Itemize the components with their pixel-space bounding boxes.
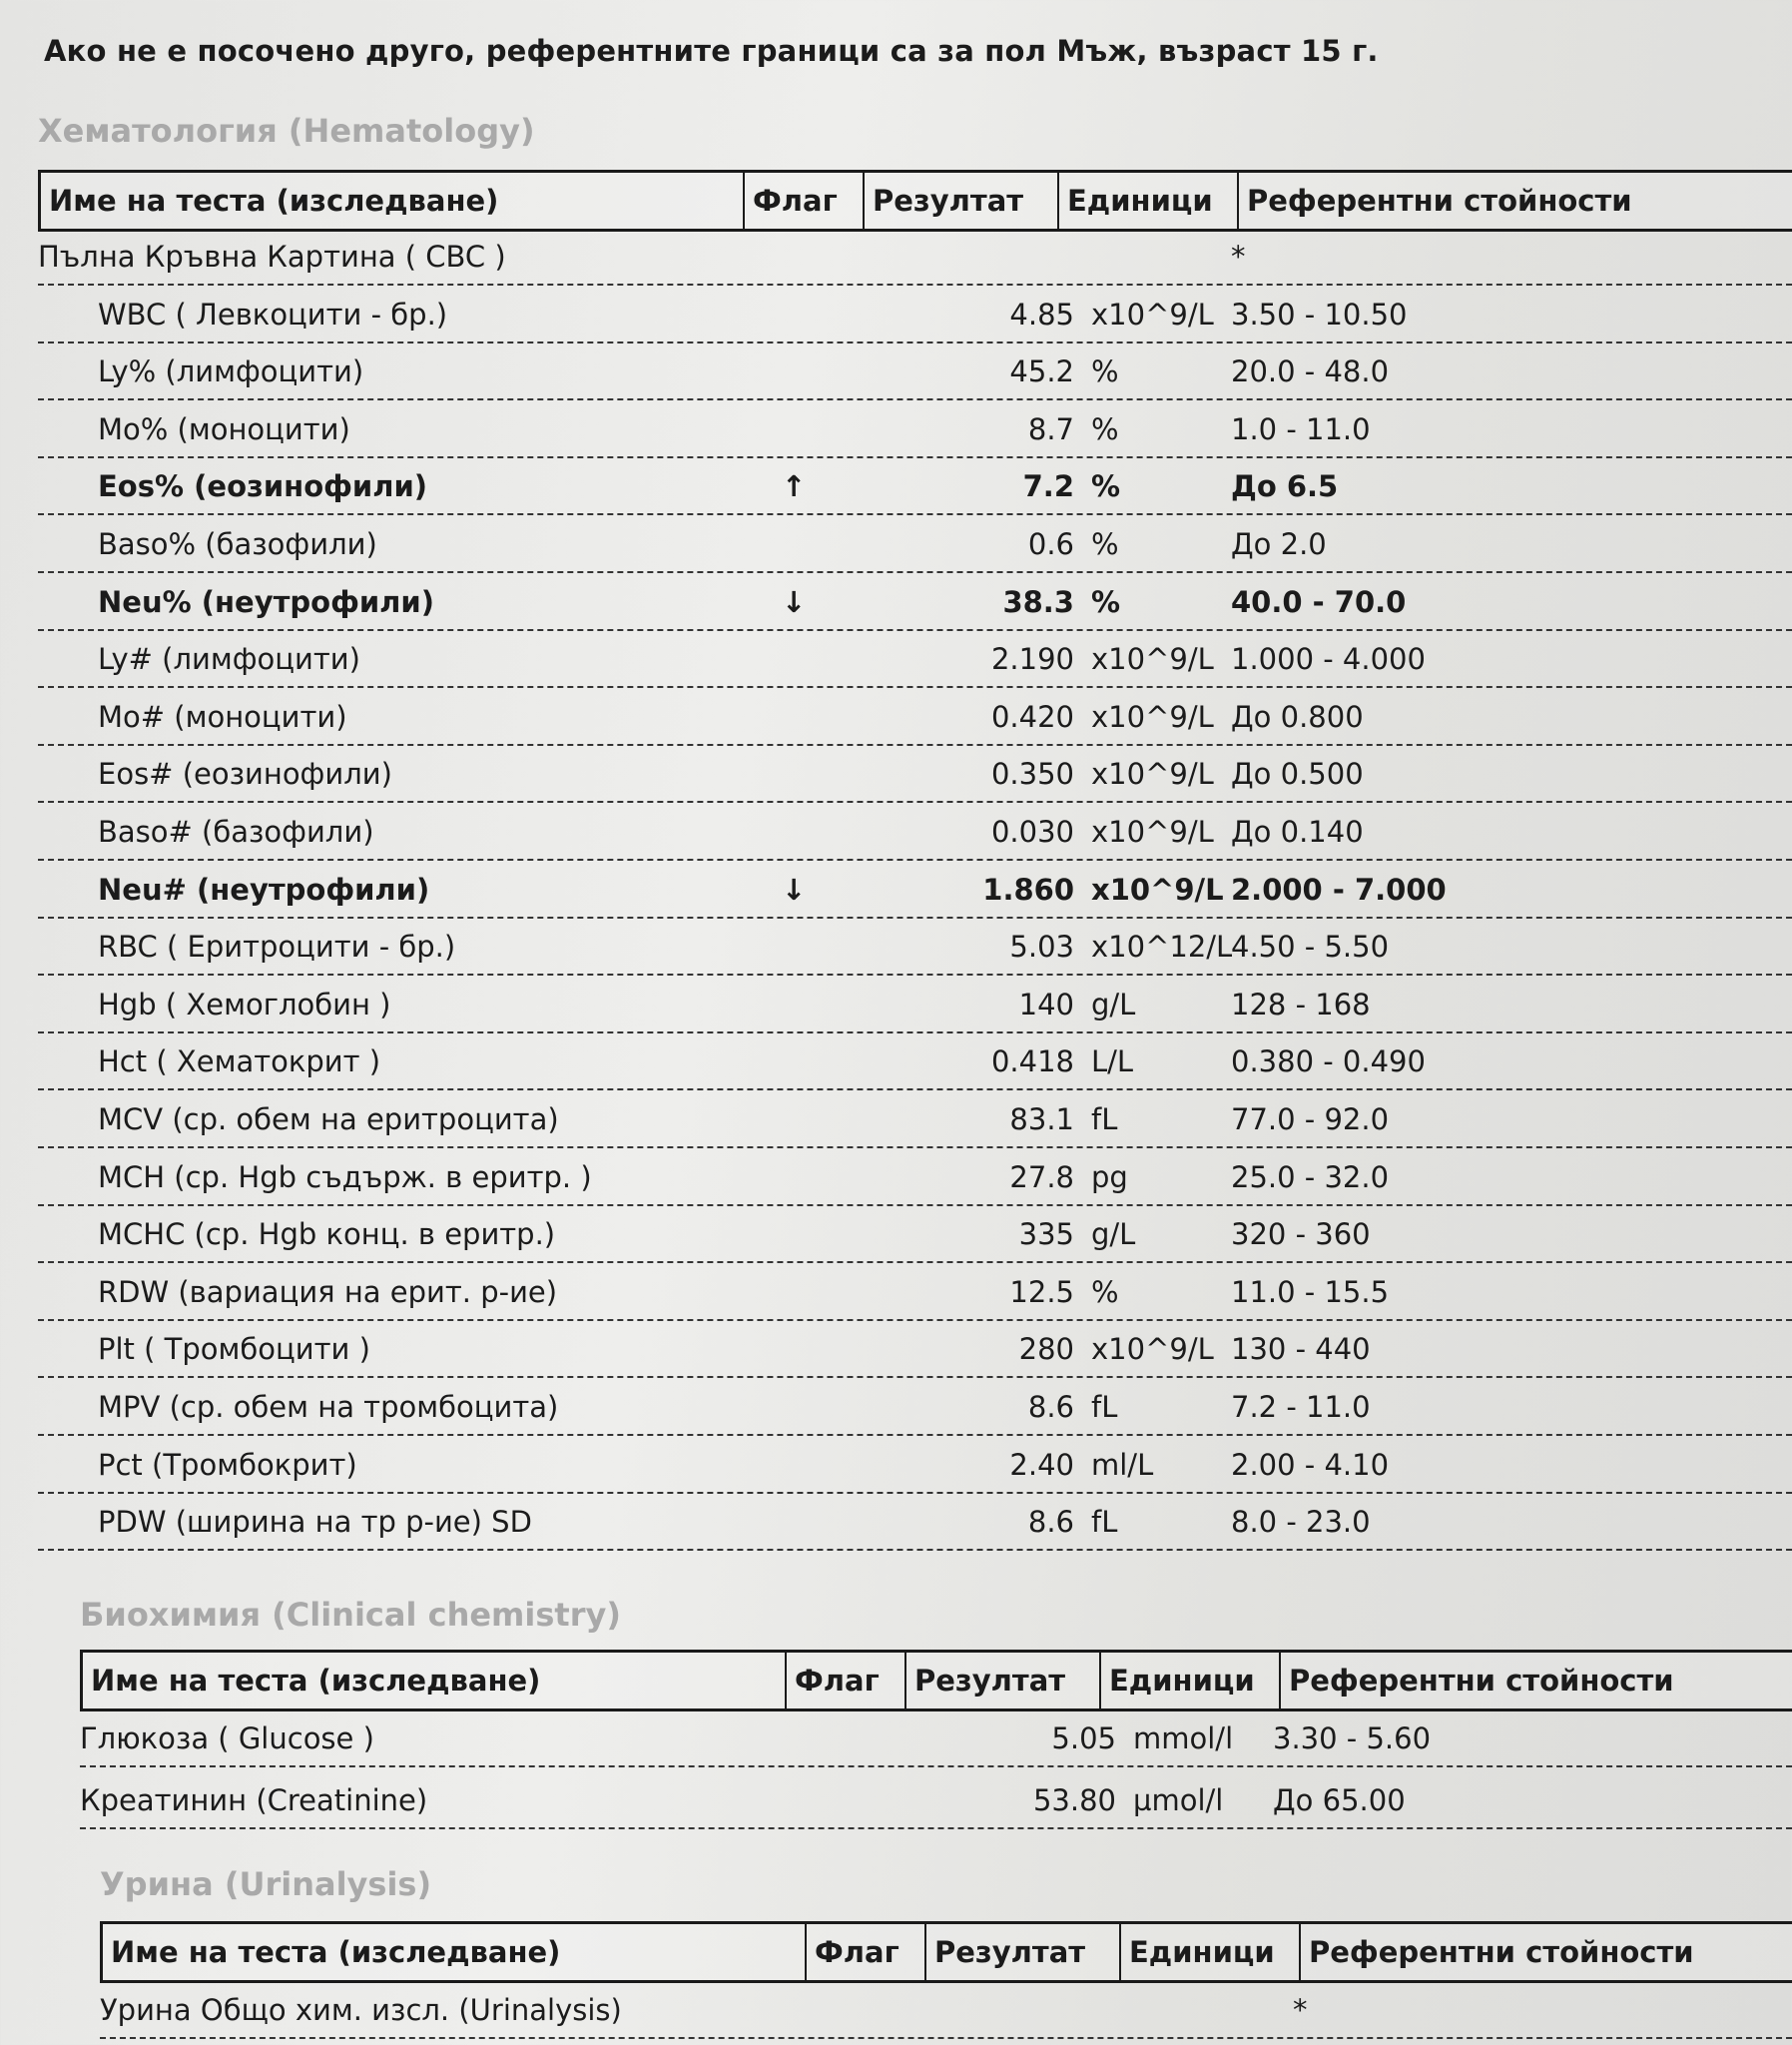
cell-name: RDW (вариация на ерит. р-ие) <box>98 1274 558 1309</box>
cell-ref: До 0.500 <box>1231 757 1364 792</box>
column-header-flag: Флаг <box>745 173 865 229</box>
cell-units: mmol/l <box>1133 1721 1234 1755</box>
cell-units: g/L <box>1091 1217 1136 1252</box>
cell-name: PDW (ширина на тр р-ие) SD <box>98 1505 532 1540</box>
cell-result: 7.2 <box>1022 469 1074 504</box>
column-header-name: Име на теста (изследване) <box>83 1653 787 1708</box>
cell-result: 335 <box>1018 1217 1074 1252</box>
cell-result: 5.05 <box>1051 1721 1116 1755</box>
table-row <box>80 1709 1792 1767</box>
cell-ref: 1.000 - 4.000 <box>1231 642 1426 677</box>
table-row <box>38 400 1792 458</box>
table-row <box>38 457 1792 515</box>
table-row <box>38 515 1792 573</box>
cell-ref: До 0.800 <box>1231 699 1364 734</box>
table-header <box>100 1921 1792 1983</box>
cell-ref: 3.50 - 10.50 <box>1231 297 1408 332</box>
cell-units: % <box>1091 1274 1119 1309</box>
cell-units: L/L <box>1091 1044 1134 1079</box>
cell-result: 0.6 <box>1027 527 1074 561</box>
cell-ref: До 0.140 <box>1231 815 1364 849</box>
reference-notice: Ако не е посочено друго, референтните граници са за пол Мъж, възраст 15 г. <box>44 34 1379 68</box>
cell-units: x10^9/L <box>1091 699 1214 734</box>
cell-name: Mo# (моноцити) <box>98 699 347 734</box>
cell-ref: 0.380 - 0.490 <box>1231 1044 1426 1079</box>
table-row <box>38 918 1792 976</box>
cell-ref: 40.0 - 70.0 <box>1231 584 1407 619</box>
table-row <box>38 976 1792 1033</box>
cell-units: fL <box>1091 1102 1118 1136</box>
cell-result: 5.03 <box>1009 930 1074 965</box>
cell-units: x10^9/L <box>1091 757 1214 792</box>
cell-name: Eos% (еозинофили) <box>98 469 428 504</box>
table-row <box>38 342 1792 400</box>
table-row <box>80 1771 1792 1829</box>
cell-name: Пълна Кръвна Картина ( CBC ) <box>38 240 506 274</box>
column-header-result: Резултат <box>906 1653 1101 1708</box>
column-header-result: Резултат <box>865 173 1059 229</box>
cell-name: Mo% (моноцити) <box>98 411 350 446</box>
column-header-units: Единици <box>1059 173 1239 229</box>
cell-ref: * <box>1293 1993 1308 2027</box>
cell-result: 280 <box>1018 1332 1074 1367</box>
table-header <box>38 170 1792 232</box>
table-row <box>38 1320 1792 1378</box>
cell-ref: 320 - 360 <box>1231 1217 1371 1252</box>
cell-name: MCHC (ср. Hgb конц. в еритр.) <box>98 1217 556 1252</box>
cell-ref: * <box>1231 240 1246 274</box>
cell-flag: ↑ <box>782 469 807 504</box>
cell-result: 0.030 <box>990 815 1074 849</box>
cell-name: Hct ( Хематокрит ) <box>98 1044 381 1079</box>
column-header-flag: Флаг <box>787 1653 906 1708</box>
cell-ref: 8.0 - 23.0 <box>1231 1505 1371 1540</box>
section-title: Хематология (Hematology) <box>38 112 535 150</box>
cell-result: 0.418 <box>990 1044 1074 1079</box>
cell-flag: ↓ <box>782 872 807 907</box>
cell-units: µmol/l <box>1133 1783 1224 1817</box>
cell-result: 140 <box>1018 987 1074 1022</box>
cell-ref: До 6.5 <box>1231 469 1339 504</box>
table-row <box>38 1493 1792 1551</box>
cell-ref: 25.0 - 32.0 <box>1231 1159 1390 1194</box>
cell-units: x10^9/L <box>1091 642 1214 677</box>
column-header-name: Име на теста (изследване) <box>41 173 745 229</box>
cell-name: Neu% (неутрофили) <box>98 584 434 619</box>
table-header <box>80 1650 1792 1711</box>
table-row <box>38 286 1792 343</box>
cell-name: Neu# (неутрофили) <box>98 872 430 907</box>
cell-result: 53.80 <box>1032 1783 1116 1817</box>
cell-ref: 128 - 168 <box>1231 987 1371 1022</box>
cell-ref: 130 - 440 <box>1231 1332 1371 1367</box>
table-row <box>38 1263 1792 1321</box>
cell-flag: ↓ <box>782 584 807 619</box>
section-title: Биохимия (Clinical chemistry) <box>80 1596 621 1634</box>
cell-result: 8.6 <box>1027 1390 1074 1424</box>
cell-name: Ly% (лимфоцити) <box>98 354 364 389</box>
cell-units: % <box>1091 584 1121 619</box>
cell-units: fL <box>1091 1390 1118 1424</box>
table-row <box>38 688 1792 746</box>
cell-name: WBC ( Левкоцити - бр.) <box>98 297 448 332</box>
column-header-units: Единици <box>1101 1653 1281 1708</box>
cell-ref: 20.0 - 48.0 <box>1231 354 1390 389</box>
cell-ref: До 2.0 <box>1231 527 1327 561</box>
cell-name: Plt ( Тромбоцити ) <box>98 1332 370 1367</box>
cell-units: pg <box>1091 1159 1128 1194</box>
cell-result: 2.40 <box>1009 1447 1074 1482</box>
cell-units: x10^12/L <box>1091 930 1233 965</box>
table-row <box>38 745 1792 803</box>
cell-ref: 2.000 - 7.000 <box>1231 872 1447 907</box>
cell-result: 1.860 <box>982 872 1074 907</box>
cell-units: g/L <box>1091 987 1136 1022</box>
cell-ref: 7.2 - 11.0 <box>1231 1390 1371 1424</box>
cell-name: RBC ( Еритроцити - бр.) <box>98 930 456 965</box>
cell-ref: 3.30 - 5.60 <box>1273 1721 1432 1755</box>
column-header-ref: Референтни стойности <box>1309 1935 1694 1969</box>
cell-units: % <box>1091 411 1119 446</box>
cell-name: Pct (Тромбокрит) <box>98 1447 357 1482</box>
cell-result: 38.3 <box>1002 584 1074 619</box>
table-row <box>38 1148 1792 1206</box>
cell-result: 4.85 <box>1009 297 1074 332</box>
cell-name: Глюкоза ( Glucose ) <box>80 1721 374 1755</box>
table-row <box>38 573 1792 631</box>
cell-units: % <box>1091 469 1121 504</box>
cell-ref: 11.0 - 15.5 <box>1231 1274 1390 1309</box>
cell-ref: 4.50 - 5.50 <box>1231 930 1390 965</box>
cell-units: fL <box>1091 1505 1118 1540</box>
cell-units: % <box>1091 527 1119 561</box>
cell-name: MPV (ср. обем на тромбоцита) <box>98 1390 559 1424</box>
cell-units: x10^9/L <box>1091 872 1224 907</box>
cell-name: Креатинин (Creatinine) <box>80 1783 428 1817</box>
section-title: Урина (Urinalysis) <box>100 1865 432 1903</box>
cell-ref: 77.0 - 92.0 <box>1231 1102 1390 1136</box>
cell-name: MCV (ср. обем на еритроцита) <box>98 1102 559 1136</box>
cell-result: 83.1 <box>1009 1102 1074 1136</box>
column-header-ref: Референтни стойности <box>1247 184 1632 218</box>
table-row <box>38 1205 1792 1263</box>
table-row <box>38 1090 1792 1148</box>
column-header-ref: Референтни стойности <box>1289 1664 1674 1698</box>
cell-units: % <box>1091 354 1119 389</box>
cell-ref: 2.00 - 4.10 <box>1231 1447 1390 1482</box>
table-row <box>38 1436 1792 1494</box>
cell-result: 2.190 <box>990 642 1074 677</box>
cell-result: 8.7 <box>1027 411 1074 446</box>
cell-units: x10^9/L <box>1091 297 1214 332</box>
column-header-name: Име на теста (изследване) <box>103 1924 807 1980</box>
cell-ref: 1.0 - 11.0 <box>1231 411 1371 446</box>
cell-result: 45.2 <box>1009 354 1074 389</box>
cell-name: Урина Общо хим. изсл. (Urinalysis) <box>100 1993 622 2027</box>
cell-units: x10^9/L <box>1091 1332 1214 1367</box>
cell-result: 8.6 <box>1027 1505 1074 1540</box>
table-row <box>100 1981 1792 2039</box>
table-row <box>38 1378 1792 1436</box>
table-row <box>38 228 1792 286</box>
table-row <box>38 861 1792 919</box>
table-row <box>38 630 1792 688</box>
cell-name: Eos# (еозинофили) <box>98 757 392 792</box>
cell-result: 0.350 <box>990 757 1074 792</box>
cell-ref: До 65.00 <box>1273 1783 1406 1817</box>
cell-name: MCH (ср. Hgb съдърж. в еритр. ) <box>98 1159 592 1194</box>
cell-result: 27.8 <box>1009 1159 1074 1194</box>
table-row <box>38 1032 1792 1090</box>
column-header-flag: Флаг <box>807 1924 926 1980</box>
column-header-units: Единици <box>1121 1924 1301 1980</box>
table-row <box>38 803 1792 861</box>
cell-units: x10^9/L <box>1091 815 1214 849</box>
cell-name: Baso% (базофили) <box>98 527 377 561</box>
column-header-result: Резултат <box>926 1924 1121 1980</box>
cell-name: Hgb ( Хемоглобин ) <box>98 987 391 1022</box>
cell-name: Baso# (базофили) <box>98 815 374 849</box>
cell-units: ml/L <box>1091 1447 1154 1482</box>
cell-result: 0.420 <box>990 699 1074 734</box>
cell-name: Ly# (лимфоцити) <box>98 642 360 677</box>
cell-result: 12.5 <box>1009 1274 1074 1309</box>
